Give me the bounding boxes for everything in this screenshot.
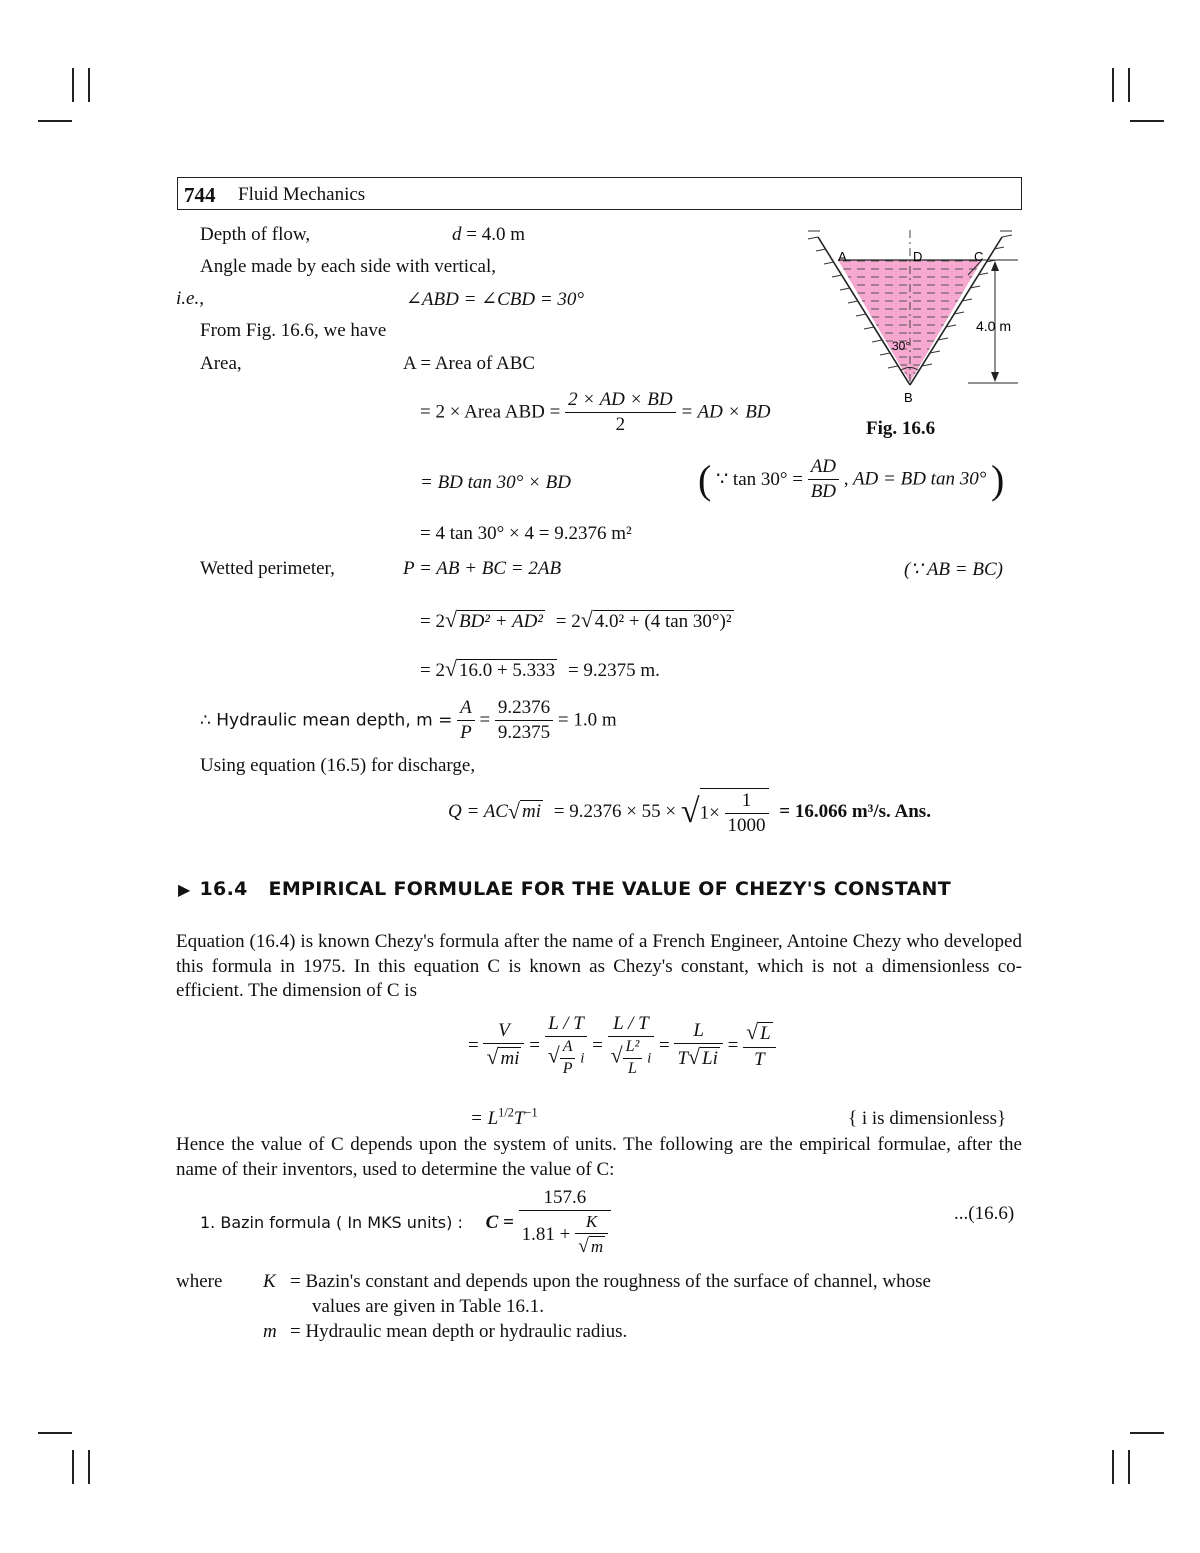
crop-mark	[1128, 68, 1130, 102]
depth-label: Depth of flow,	[200, 224, 311, 245]
crop-mark	[88, 1450, 90, 1484]
area-eq1-frac: $\frac{2 \times AD \times BD}{2}$	[565, 390, 675, 435]
k-definition: = Bazin's constant and depends upon the roughness of the surface of channel, whose	[290, 1271, 931, 1292]
figure-caption: Fig. 16.6	[866, 418, 936, 439]
perim-eq1: = 2√ BD² + AD² = 2√ 4.0² + (4 tan 30°)²	[420, 608, 732, 632]
angle-line: Angle made by each side with vertical,	[200, 256, 496, 277]
channel-figure	[800, 225, 1030, 415]
where-label: where	[176, 1271, 223, 1292]
perim-eq2: = 2√ 16.0 + 5.333 = 9.2375 m.	[420, 657, 660, 681]
hmd-eq: ∴ Hydraulic mean depth, m = $\frac{A}{P}$ = $\frac{9.2376}{9.2375}$ = 1.0 m	[200, 697, 617, 743]
area-eq3: = 4 tan 30° × 4 = 9.2376 m²	[420, 523, 632, 544]
perim-label: Wetted perimeter,	[200, 558, 335, 579]
label-angle: 30°	[892, 339, 911, 353]
book-title: Fluid Mechanics	[238, 184, 366, 205]
label-d: D	[913, 249, 923, 264]
area-eq2: = BD tan 30° × BD	[420, 472, 571, 493]
crop-mark	[1130, 120, 1164, 122]
dimension-eq: = $\frac{V}{√ mi}$ = L / T √ $\frac{A}{P}$ i = L / T √ $\frac{\text{L²}}{L}$ i = $\frac{L}{T√ Li}$ = $\frac{√ L}{T}$	[468, 1014, 776, 1078]
bazin-eq-no: ...(16.6)	[954, 1203, 1015, 1224]
angle-value: ∠ABD = ∠CBD = 30°	[406, 289, 585, 310]
label-b: B	[904, 390, 913, 405]
crop-mark	[1112, 1450, 1114, 1484]
area-label: Area,	[200, 353, 242, 374]
paragraph-empirical: Hence the value of C depends upon the system of units. The following are the empirical formulae, after the name of their inventors, used to determine the value of C:	[176, 1134, 1022, 1180]
bazin-formula: 1. Bazin formula ( In MKS units) : C = 157.6 1.81 + $\frac{K}{√ m}$	[200, 1188, 611, 1257]
crop-mark	[1130, 1432, 1164, 1434]
m-symbol: m	[263, 1321, 277, 1342]
label-depth: 4.0 m	[976, 318, 1012, 334]
label-c: C	[974, 249, 984, 264]
crop-mark	[38, 1432, 72, 1434]
label-a: A	[838, 249, 847, 264]
area-def: A = Area of ABC	[403, 353, 536, 374]
page-number: 744	[184, 183, 216, 207]
running-header	[177, 177, 1022, 210]
crop-mark	[88, 68, 90, 102]
area-eq1-right: = AD × BD	[680, 401, 771, 423]
area-eq1-left: = 2 × Area ABD =	[420, 401, 561, 423]
section-heading: ▶ 16.4 EMPIRICAL FORMULAE FOR THE VALUE OF CHEZY'S CONSTANT	[178, 878, 951, 900]
crop-mark	[1112, 68, 1114, 102]
q-eq: Q = AC√ mi = 9.2376 × 55 × √1× $\frac{1}{1000}$ = 16.066 m³/s. Ans.	[448, 790, 931, 836]
dimension-result: = $L^{1/2}T^{-1}$	[470, 1105, 538, 1129]
paragraph-chezy: Equation (16.4) is known Chezy's formula after the name of a French Engineer, Antoine Chezy who developed this formula in 1975. In this equation C is known as Chezy's constant, which is not a dimensionless co-efficient. The dimension of C is	[176, 931, 1022, 1001]
from-fig: From Fig. 16.6, we have	[200, 320, 387, 341]
ie-label: i.e.,	[176, 288, 204, 309]
m-definition: = Hydraulic mean depth or hydraulic radius.	[290, 1321, 628, 1342]
depth-value: d = 4.0 m	[452, 224, 525, 245]
dimension-note: { i is dimensionless}	[848, 1108, 1007, 1129]
using-eq: Using equation (16.5) for discharge,	[200, 755, 476, 776]
k-symbol: K	[263, 1271, 276, 1292]
crop-mark	[72, 1450, 74, 1484]
crop-mark	[1128, 1450, 1130, 1484]
perim-def: P = AB + BC = 2AB	[403, 558, 562, 579]
k-definition-cont: values are given in Table 16.1.	[312, 1296, 545, 1317]
crop-mark	[72, 68, 74, 102]
perim-note: (∵ AB = BC)	[904, 559, 1003, 580]
crop-mark	[38, 120, 72, 122]
area-eq2-note: ( ∵ tan 30° = $\frac{AD}{BD}$ , AD = BD tan 30° )	[698, 456, 1005, 502]
area-eq1	[420, 390, 771, 435]
